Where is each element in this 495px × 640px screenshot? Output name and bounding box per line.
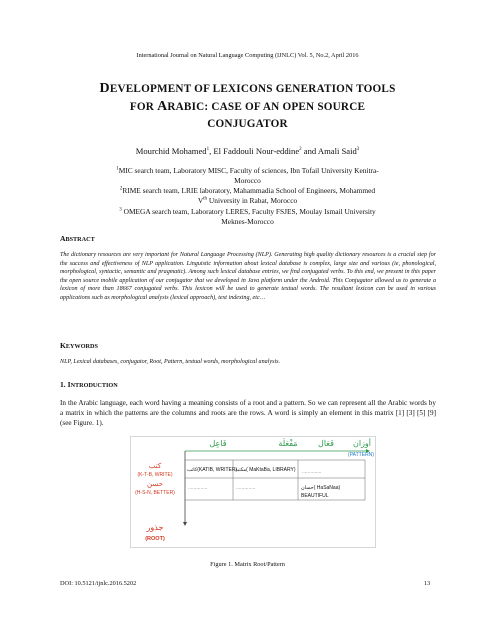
matrix-diagram	[130, 436, 376, 548]
cell-2-2: ..............	[236, 485, 256, 491]
footer-page-number: 13	[424, 580, 431, 587]
pattern-2-arabic: مَفْعَلَة	[278, 439, 298, 448]
introduction-text: In the Arabic language, each word having a meaning consists of a root and a pattern. So we can represent all the Arabic words by a matrix in which the patterns are the columns and roots are the rows. A word is simply an element in this matrix [1] [3] [5] [9] (see Figure. 1).	[60, 399, 436, 427]
title-line-1: DEVELOPMENT OF LEXICONS GENERATION TOOLS	[99, 81, 396, 96]
figure-matrix	[130, 436, 376, 548]
author-list: Mourchid Mohamed$^1$, El Faddouli Nour-eddine$^2$ and Amali Said$^3$	[135, 146, 360, 156]
root-1-label: (K-T-B, WRITE)	[137, 472, 173, 478]
cell-1-3: ..............	[302, 469, 322, 475]
abstract-heading: ABSTRACT	[60, 234, 95, 243]
introduction-heading: 1. INTRODUCTION	[60, 380, 118, 389]
cell-1-2: مكتبة( MaKtaBa, LIBRARY)	[235, 467, 296, 473]
cell-2-3-gloss: BEAUTIFUL	[301, 493, 329, 499]
cell-2-3: حسان( HaSaNaa)	[301, 485, 341, 491]
root-1-arabic: كتب	[148, 463, 162, 470]
cell-1-1: كاتب(KATIB, WRITER)	[187, 467, 238, 473]
keywords-text: NLP, Lexical databases, conjugator, Root, Pattern, textual words, morphological analysis.	[60, 359, 281, 365]
pattern-1-arabic: فَاعِل	[209, 439, 227, 448]
figure-caption: Figure 1. Matrix Root/Pattern	[210, 561, 285, 568]
title-line-3: CONJUGATOR	[207, 118, 288, 130]
roots-header-arabic: جذور	[146, 523, 164, 532]
title-line-2: FOR ARABIC: CASE OF AN OPEN SOURCE	[129, 99, 366, 114]
pattern-header-label: (PATTERN)	[348, 452, 374, 458]
root-2-arabic: حسن	[147, 481, 163, 488]
paper-title	[60, 80, 435, 133]
affiliation-3: $^3$ OMEGA search team, Laboratory LERES, Faculty FSJES, Moulay Ismail University Meknes-Morocco	[119, 207, 376, 226]
cell-2-1: ..............	[188, 485, 208, 491]
pattern-3-arabic: فَعَال	[318, 439, 334, 448]
affiliation-1: $^1$MIC search team, Laboratory MISC, Faculty of sciences, Ibn Tofail University Kenitra- Morocco	[116, 166, 379, 185]
affiliation-2: $^2$RIME search team, LRIE laboratory, Mahammadia School of Engineers, Mohammed Vth University in Rabat, Morocco	[119, 186, 376, 205]
root-2-label: (H-S-N, BETTER)	[135, 490, 175, 496]
keywords-heading: KEYWORDS	[60, 341, 98, 350]
footer-doi: DOI: 10.5121/ijnlc.2016.5202	[60, 580, 137, 587]
journal-header: International Journal on Natural Language Computing (IJNLC) Vol. 5, No.2, April 2016	[136, 52, 359, 59]
roots-header-label: (ROOT)	[145, 536, 165, 542]
abstract-text: The dictionary resources are very important for Natural Language Processing (NLP). Generating high quality dictionary resources is a crucial step for the success and effectiveness of NLP application. Linguistic information about lexical database is complex, large size and various (ie, phonological, morphological, syntactic, semantic and pragmatic). Among such lexical database entries, we find conjugated verbs. To this end, we present in this paper the open source mobile application of our conjugator that we developed in Java platform under the Android. This Conjugator allowed us to generate a lexicon of more than 18667 conjugated verbs. This lexicon will be used to generate textual words. The resultant lexicon can be used in various applications such as morphological analysis (lexical approach), text indexing, etc…	[60, 252, 436, 301]
pattern-header-arabic: أوزان	[352, 439, 372, 448]
